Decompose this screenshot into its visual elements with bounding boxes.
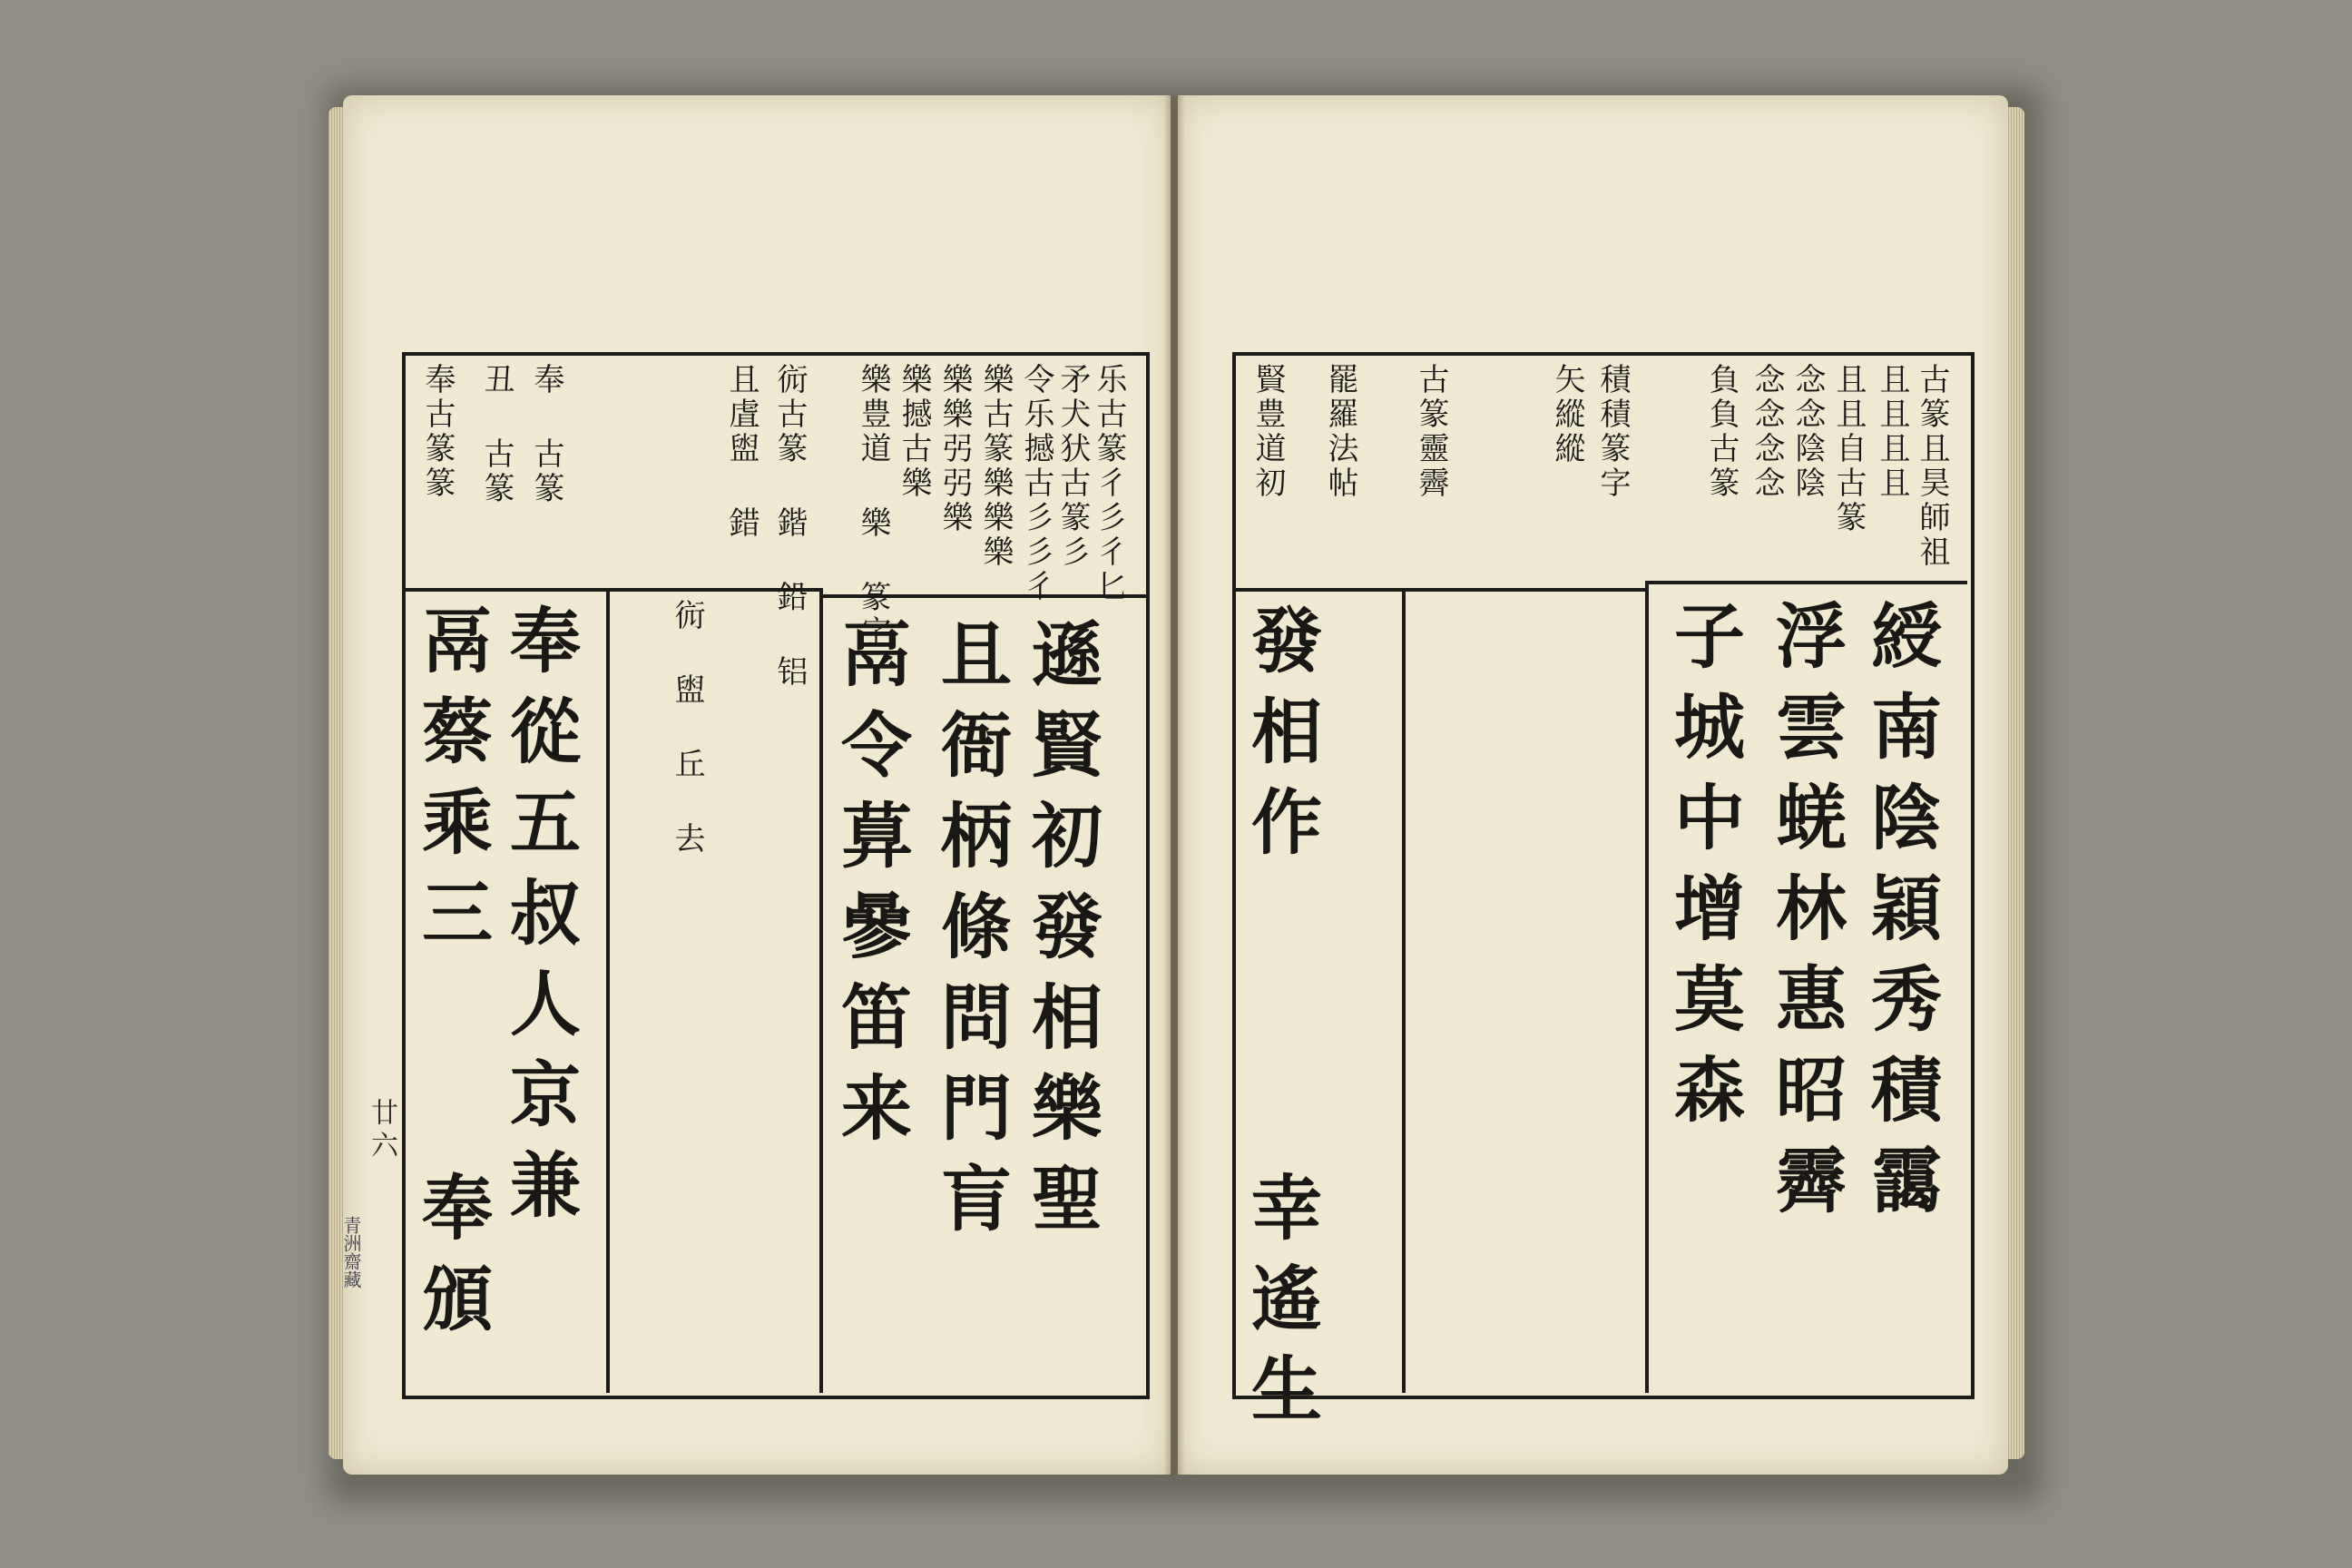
left-page-number: 廿六 bbox=[366, 1098, 397, 1163]
left-main-col-5: 鬲蔡乘三 bbox=[410, 603, 493, 966]
right-header-col-1: 古篆且昊師祖 bbox=[1914, 363, 1950, 570]
right-header-col-4: 念念陰陰 bbox=[1789, 363, 1826, 501]
left-header-col-7: 樂豊道 樂 篆字 bbox=[855, 363, 891, 650]
left-header-col-11: 奉 古篆 bbox=[528, 363, 564, 506]
right-header-col-11: 賢豊道初 bbox=[1250, 363, 1286, 501]
left-header-col-8: 䘕古篆 鍇 鉛 铝 bbox=[771, 363, 808, 690]
left-header-col-4: 樂古篆樂樂樂 bbox=[977, 363, 1014, 570]
left-main-col-2: 且衙柄條問門肓 bbox=[929, 617, 1012, 1252]
right-header-col-6: 負負古篆 bbox=[1703, 363, 1740, 501]
right-main-col-5: 幸遙生 bbox=[1240, 1171, 1322, 1443]
left-divider-2 bbox=[606, 588, 610, 1393]
right-header-col-9: 古篆靈霽 bbox=[1413, 363, 1449, 501]
left-header-col-3: 令乐撼古彡彡彳 bbox=[1018, 363, 1054, 604]
left-header-col-6: 樂撼古樂 bbox=[896, 363, 932, 501]
right-main-col-4: 發相作 bbox=[1240, 603, 1322, 876]
left-owner-seal: 青洲齋藏 bbox=[340, 1216, 362, 1289]
left-header-rule-a bbox=[402, 588, 819, 592]
right-header-col-8: 矢縱縱 bbox=[1549, 363, 1585, 466]
left-header-col-5: 樂樂弜弜樂 bbox=[936, 363, 973, 535]
left-header-col-2: 矛犬犾古篆彡 bbox=[1054, 363, 1091, 570]
left-main-col-4: 奉從五叔人京兼 bbox=[498, 603, 581, 1239]
right-header-col-3: 且且自古篆 bbox=[1830, 363, 1867, 535]
right-subframe-top bbox=[1645, 581, 1967, 584]
left-header-col-10: 䘕 盥 丘 去 bbox=[669, 599, 705, 857]
left-header-col-9: 且虘盥 錯 bbox=[723, 363, 760, 541]
left-divider-1 bbox=[819, 594, 823, 1393]
right-main-col-1: 綬南陰穎秀積靄 bbox=[1859, 599, 1942, 1234]
right-header-rule-a bbox=[1232, 588, 1645, 592]
right-main-col-3: 子城中增莫森 bbox=[1662, 599, 1745, 1143]
right-header-col-2: 且且且且 bbox=[1874, 363, 1910, 501]
right-main-col-2: 浮雲蜣林惠昭霽 bbox=[1764, 599, 1847, 1234]
right-divider-1 bbox=[1645, 581, 1649, 1393]
left-header-col-13: 奉古篆篆 bbox=[419, 363, 456, 501]
left-main-col-6: 奉頒 bbox=[410, 1171, 493, 1352]
book-gutter bbox=[1163, 95, 1185, 1475]
right-header-col-5: 念念念念 bbox=[1749, 363, 1785, 501]
left-main-col-3: 鬲令萛曑笛来 bbox=[829, 617, 912, 1161]
left-header-col-1: 乐古篆彳彡彳匕 bbox=[1091, 363, 1127, 604]
left-main-col-1: 遜賢初發相樂聖 bbox=[1020, 617, 1102, 1252]
right-divider-2 bbox=[1402, 588, 1406, 1393]
left-header-col-12: 丑 古篆 bbox=[478, 363, 514, 506]
right-header-col-10: 罷羅法帖 bbox=[1322, 363, 1358, 501]
right-header-col-7: 積積篆字 bbox=[1594, 363, 1631, 501]
